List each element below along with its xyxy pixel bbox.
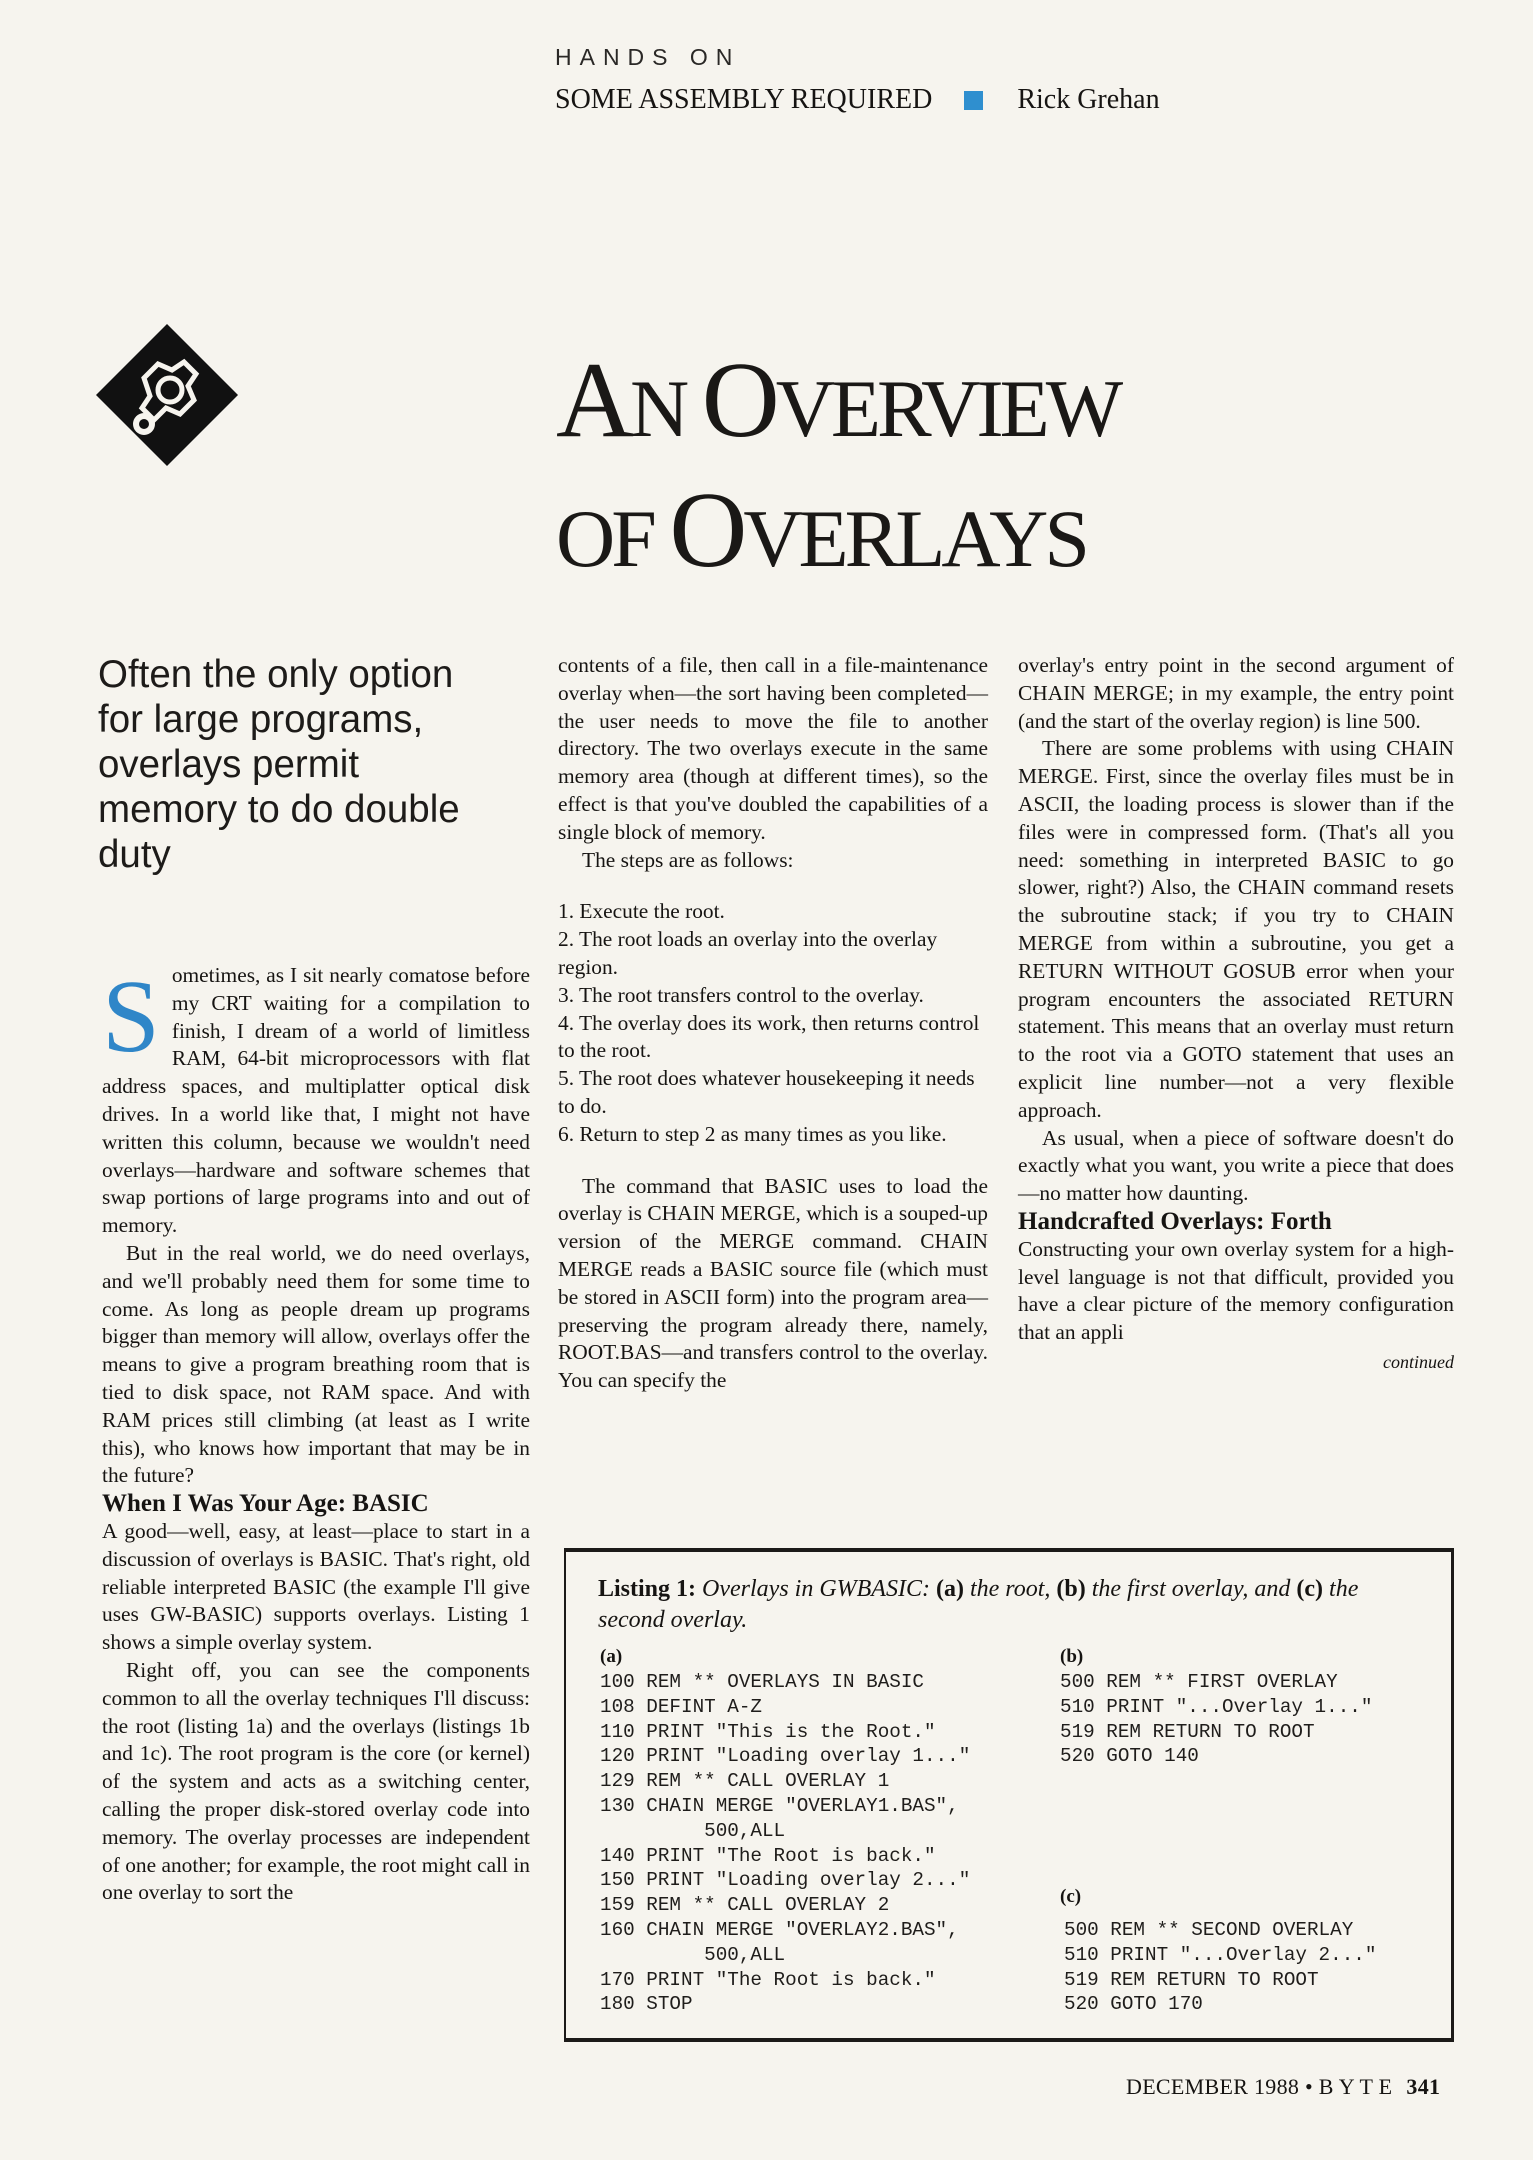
list-item: 4. The overlay does its work, then returns control to the root. (558, 1010, 980, 1063)
body-paragraph: There are some problems with using CHAIN MERGE. First, since the overlay files must be in ASCII, the loading process is slower than if the files were in compressed form. (That's all you need: something in interpreted BASIC to go slower, right?) Also, the CHAIN command resets the subroutine stack; if you try to CHAIN MERGE from within a subroutine, you get a RETURN WITHOUT GOSUB error when your program encounters the associated RETURN statement. This means that an overlay must return to the root via a GOTO statement that uses an explicit line number—not a very flexible approach. (1018, 736, 1454, 1122)
body-paragraph: Right off, you can see the components common to all the overlay techniques I'll discuss: the root (listing 1a) and the overlays (listings 1b and 1c). The root program is the core (or kernel) of the system and acts as a switching center, calling the proper disk-stored overlay code into memory. The overlay processes are independent of one another; for example, the root might call in one overlay to sort the (102, 1657, 530, 1905)
listing-c-label: (c) (1060, 1886, 1082, 1907)
body-paragraph: The command that BASIC uses to load the overlay is CHAIN MERGE, which is a souped-up version of the MERGE command. CHAIN MERGE reads a BASIC source file (which must be stored in ASCII form) into the program area—preserving the program already there, namely, ROOT.BAS—and transfers control to the overlay. You can specify the (558, 1173, 988, 1393)
body-paragraph: contents of a file, then call in a file-maintenance overlay when—the sort having been completed—the user needs to move the file to another directory. The two overlays execute in the same memory area (though at different times), so the effect is that you've doubled the capabilities of a single block of memory. (558, 653, 988, 844)
body-paragraph: But in the real world, we do need overlays, and we'll probably need them for some time to come. As long as people dream up programs bigger than memory will allow, overlays offer the means to give a program breathing room that is tied to disk space, not RAM space. And with RAM prices still climbing (at least as I write this), who knows how important that may be in the future? (102, 1240, 530, 1488)
subhead-basic: When I Was Your Age: BASIC (102, 1490, 429, 1518)
page-number: 341 (1406, 2074, 1441, 2099)
wrench-gear-logo-icon (92, 320, 242, 470)
column-header (555, 84, 1160, 116)
listing-a-label: (a) (600, 1646, 623, 1667)
steps-list (558, 898, 988, 1148)
body-paragraph: A good—well, easy, at least—place to start in a discussion of overlays is BASIC. That's right, old reliable interpreted BASIC (the example I'll give uses GW-BASIC) supports overlays. Listing 1 shows a simple overlay system. (102, 1518, 530, 1655)
listing-b-label: (b) (1060, 1646, 1084, 1667)
issue-info: DECEMBER 1988 • B Y T E (1126, 2074, 1393, 2099)
page-footer (1126, 2074, 1440, 2100)
column-name: SOME ASSEMBLY REQUIRED (555, 84, 933, 115)
body-paragraph: As usual, when a piece of software doesn't do exactly what you want, you write a piece that does—no matter how daunting. (1018, 1125, 1454, 1206)
title-line-1: AN OVERVIEW (556, 341, 1120, 460)
article-title (556, 340, 1119, 600)
listing-b-code: 500 REM ** FIRST OVERLAY 510 PRINT "...Overlay 1..." 519 REM RETURN TO ROOT 520 GOTO 140 (1060, 1671, 1373, 1768)
body-paragraph: The steps are as follows: (582, 847, 794, 872)
listing-a-code: 100 REM ** OVERLAYS IN BASIC 108 DEFINT A-Z 110 PRINT "This is the Root." 120 PRINT "Loading overlay 1..." 129 REM ** CALL OVERLAY 1 130 CHAIN MERGE "OVERLAY1.BAS", 500,ALL 140 PRINT "The Root is back." 150 PRINT "Loading overlay 2..." 159 REM ** CALL OVERLAY 2 160 CHAIN MERGE "OVERLAY2.BAS", 500,ALL 170 PRINT "The Root is back." 180 STOP (600, 1671, 971, 2016)
continued-label: continued (1383, 1351, 1454, 1372)
list-item: 1. Execute the root. (558, 899, 725, 924)
listing-c-code: 500 REM ** SECOND OVERLAY 510 PRINT "...Overlay 2..." 519 REM RETURN TO ROOT 520 GOTO 170 (1064, 1919, 1377, 2016)
author-name: Rick Grehan (1017, 84, 1160, 115)
list-item: 3. The root transfers control to the overlay. (558, 982, 924, 1007)
subhead-forth: Handcrafted Overlays: Forth (1018, 1207, 1332, 1235)
body-paragraph: Constructing your own overlay system for a high-level language is not that difficult, provided you have a clear picture of the memory configuration that an appli (1018, 1236, 1454, 1345)
list-item: 5. The root does whatever housekeeping it needs to do. (558, 1066, 975, 1118)
body-column-3 (1018, 652, 1454, 1377)
body-paragraph: overlay's entry point in the second argument of CHAIN MERGE; in my example, the entry point (and the start of the overlay region) is line 500. (1018, 653, 1454, 733)
body-column-2 (558, 652, 988, 1395)
body-paragraph: Sometimes, as I sit nearly comatose before my CRT waiting for a compilation to finish, I dream of a world of limitless RAM, 64-bit microprocessors with flat address spaces, and multiplatter optical disk drives. In a world like that, I might not have written this column, because we wouldn't need overlays—hardware and software schemes that swap portions of large programs into and out of memory. (102, 959, 530, 1238)
body-column-1 (102, 959, 530, 1907)
list-item: 2. The root loads an overlay into the overlay region. (558, 927, 938, 979)
drop-cap: S (102, 959, 160, 1074)
section-tag: HANDS ON (555, 44, 741, 70)
list-item: 6. Return to step 2 as many times as you like. (558, 1121, 947, 1146)
article-deck: Often the only option for large programs, overlays permit memory to do double duty (98, 653, 460, 876)
title-line-2: OF OVERLAYS (556, 471, 1086, 590)
blue-square-icon (964, 91, 983, 110)
listing-caption: Listing 1: Overlays in GWBASIC: (a) the root, (b) the first overlay, and (c) the second overlay. (598, 1576, 1359, 1633)
